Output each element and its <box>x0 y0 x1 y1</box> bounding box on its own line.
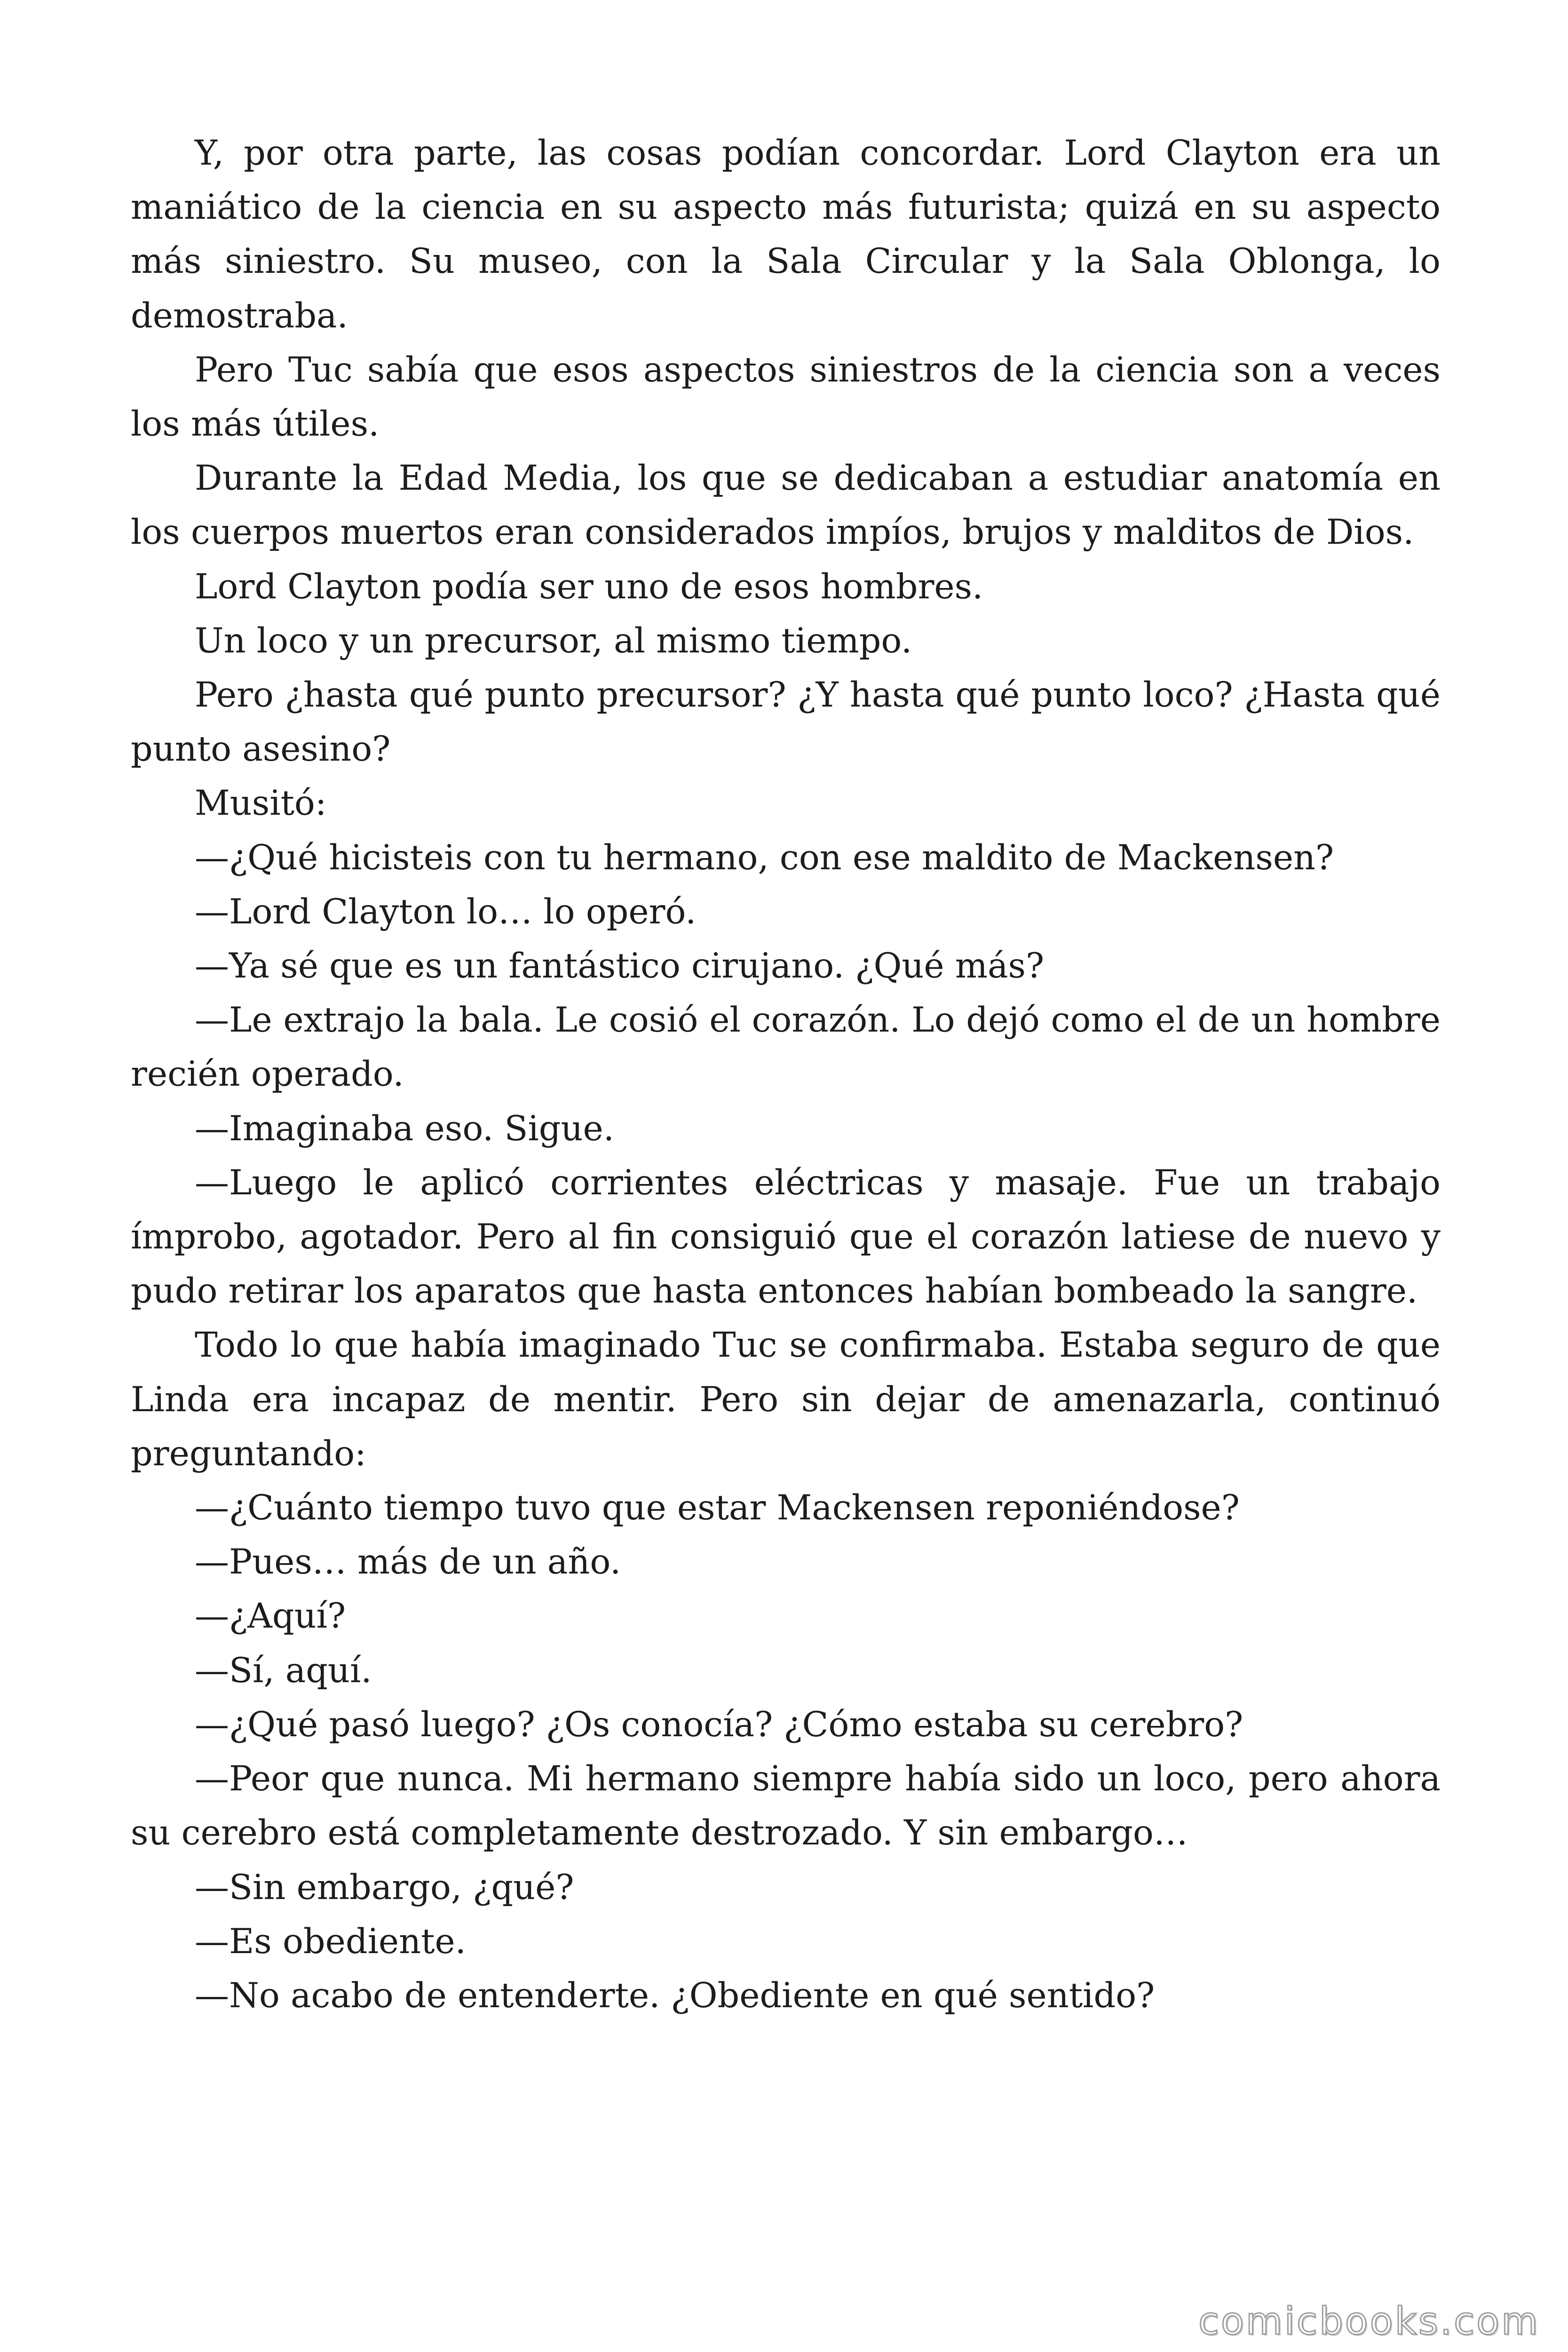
dialogue-line: —Ya sé que es un fantástico cirujano. ¿Qué más? <box>195 946 1045 986</box>
dialogue-line: —Pues… más de un año. <box>195 1542 621 1582</box>
paragraph: Todo lo que había imaginado Tuc se confirmaba. Estaba seguro de que Linda era incapaz de mentir. Pero sin dejar de amenazarla, continuó preguntando: <box>131 1325 1441 1474</box>
paragraph: Pero Tuc sabía que esos aspectos siniestros de la ciencia son a veces los más útiles. <box>131 350 1441 445</box>
dialogue-line: —Luego le aplicó corrientes eléctricas y masaje. Fue un trabajo ímprobo, agotador. Pero al fin consiguió que el corazón latiese de nuevo y pudo retirar los aparatos que hasta entonces habían bombeado la sangre. <box>131 1162 1441 1311</box>
dialogue-line: —Sí, aquí. <box>195 1650 372 1691</box>
dialogue-line: —¿Aquí? <box>195 1596 346 1637</box>
dialogue-line: —Peor que nunca. Mi hermano siempre había sido un loco, pero ahora su cerebro está completamente destrozado. Y sin embargo… <box>131 1759 1441 1853</box>
paragraph: Y, por otra parte, las cosas podían concordar. Lord Clayton era un maniático de la ciencia en su aspecto más futurista; quizá en su aspecto más siniestro. Su museo, con la Sala Circular y la Sala Oblonga, lo demostraba. <box>131 133 1441 336</box>
paragraph: Durante la Edad Media, los que se dedicaban a estudiar anatomía en los cuerpos muertos eran considerados impíos, brujos y malditos de Dios. <box>131 458 1441 553</box>
paragraph: Pero ¿hasta qué punto precursor? ¿Y hasta qué punto loco? ¿Hasta qué punto asesino? <box>131 675 1441 770</box>
dialogue-line: —Imaginaba eso. Sigue. <box>195 1108 614 1149</box>
dialogue-line: —Sin embargo, ¿qué? <box>195 1867 574 1907</box>
dialogue-line: —Es obediente. <box>195 1921 466 1962</box>
dialogue-line: —No acabo de entenderte. ¿Obediente en qué sentido? <box>195 1975 1155 2016</box>
paragraph: Un loco y un precursor, al mismo tiempo. <box>195 620 912 661</box>
dialogue-line: —Le extrajo la bala. Le cosió el corazón. Lo dejó como el de un hombre recién operado. <box>131 1000 1441 1095</box>
dialogue-line: —¿Qué pasó luego? ¿Os conocía? ¿Cómo estaba su cerebro? <box>195 1704 1243 1745</box>
page-body <box>131 126 1441 2023</box>
dialogue-line: —Lord Clayton lo… lo operó. <box>195 891 697 932</box>
paragraph: Musitó: <box>195 783 327 824</box>
dialogue-line: —¿Cuánto tiempo tuvo que estar Mackensen reponiéndose? <box>195 1488 1240 1528</box>
paragraph: Lord Clayton podía ser uno de esos hombres. <box>195 566 983 607</box>
watermark: comicbooks.com <box>1198 2299 1540 2343</box>
dialogue-line: —¿Qué hicisteis con tu hermano, con ese maldito de Mackensen? <box>195 837 1334 878</box>
